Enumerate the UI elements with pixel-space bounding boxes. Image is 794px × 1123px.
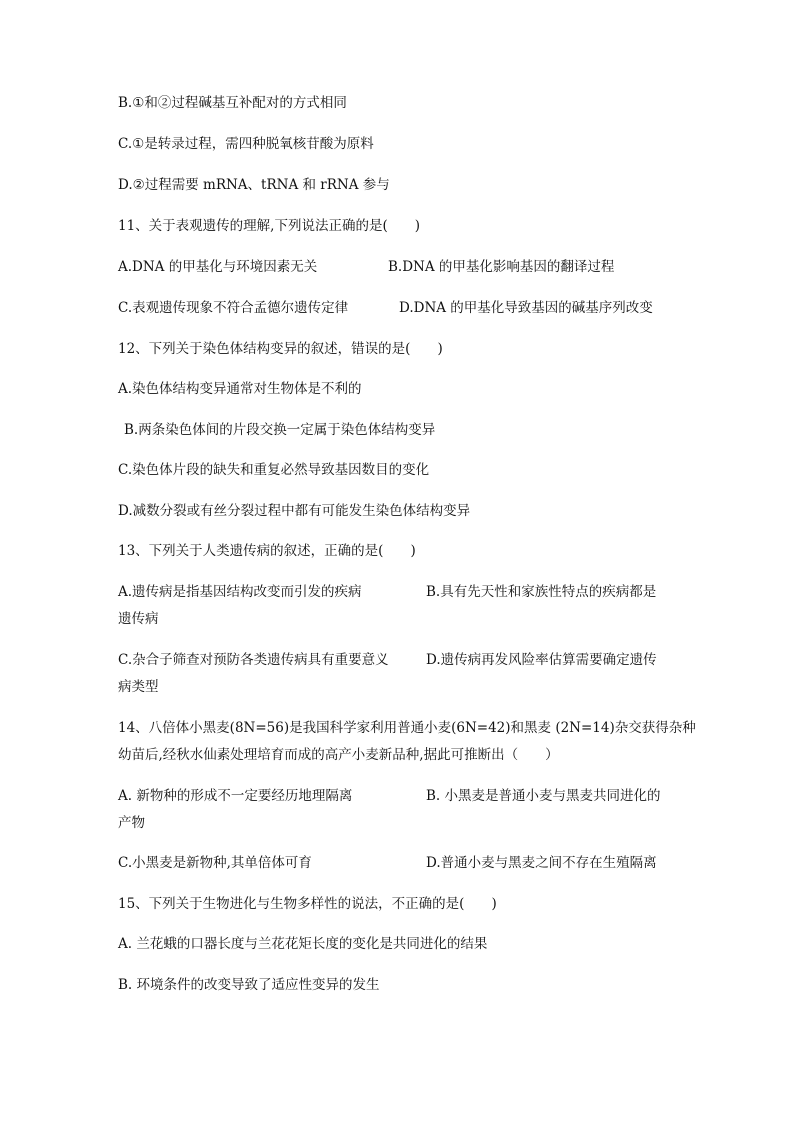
q13-option-a: A.遗传病是指基因结构改变而引发的疾病 [118,584,362,600]
q14-option-c: C.小黑麦是新物种,其单倍体可育 [118,855,312,871]
q13-stem: 13、下列关于人类遗传病的叙述，正确的是( ) [118,543,416,559]
q12-option-b: B.两条染色体间的片段交换一定属于染色体结构变异 [124,422,436,438]
q10-option-c: C.①是转录过程，需四种脱氧核苷酸为原料 [118,136,374,152]
q15-option-b: B. 环境条件的改变导致了适应性变异的发生 [118,977,380,993]
q13-option-d: D.遗传病再发风险率估算需要确定遗传 [426,652,657,668]
q12-option-a: A.染色体结构变异通常对生物体是不利的 [118,381,362,397]
q11-option-d: D.DNA 的甲基化导致基因的碱基序列改变 [399,300,653,316]
q12-option-d: D.减数分裂或有丝分裂过程中都有可能发生染色体结构变异 [118,503,471,519]
q13-option-b-continued: 遗传病 [118,611,159,627]
q12-option-c: C.染色体片段的缺失和重复必然导致基因数目的变化 [118,462,430,478]
q13-option-c: C.杂合子筛查对预防各类遗传病具有重要意义 [118,652,389,668]
q14-stem-line-1: 14、八倍体小黑麦(8N=56)是我国科学家利用普通小麦(6N=42)和黑麦 (2N=14)杂交获得杂种 [118,720,696,736]
q15-option-a: A. 兰花蛾的口器长度与兰花花矩长度的变化是共同进化的结果 [118,936,488,952]
q10-option-d: D.②过程需要 mRNA、tRNA 和 rRNA 参与 [118,177,390,193]
q14-option-a: A. 新物种的形成不一定要经历地理隔离 [118,788,353,804]
q15-stem: 15、下列关于生物进化与生物多样性的说法，不正确的是( ) [118,896,497,912]
q14-stem-line-2: 幼苗后,经秋水仙素处理培育而成的高产小麦新品种,据此可推断出（ ） [118,747,559,763]
q10-option-b: B.①和②过程碱基互补配对的方式相同 [118,95,347,111]
q11-option-c: C.表观遗传现象不符合孟德尔遗传定律 [118,300,349,316]
q11-option-a: A.DNA 的甲基化与环境因素无关 [118,259,318,275]
q11-option-b: B.DNA 的甲基化影响基因的翻译过程 [388,259,615,275]
q14-option-b: B. 小黑麦是普通小麦与黑麦共同进化的 [426,788,661,804]
q12-stem: 12、下列关于染色体结构变异的叙述，错误的是( ) [118,341,443,357]
q14-option-d: D.普通小麦与黑麦之间不存在生殖隔离 [426,855,657,871]
q13-option-b: B.具有先天性和家族性特点的疾病都是 [426,584,657,600]
q11-stem: 11、关于表观遗传的理解,下列说法正确的是( ) [118,218,421,234]
q13-option-d-continued: 病类型 [118,679,159,695]
q14-option-b-continued: 产物 [118,815,145,831]
